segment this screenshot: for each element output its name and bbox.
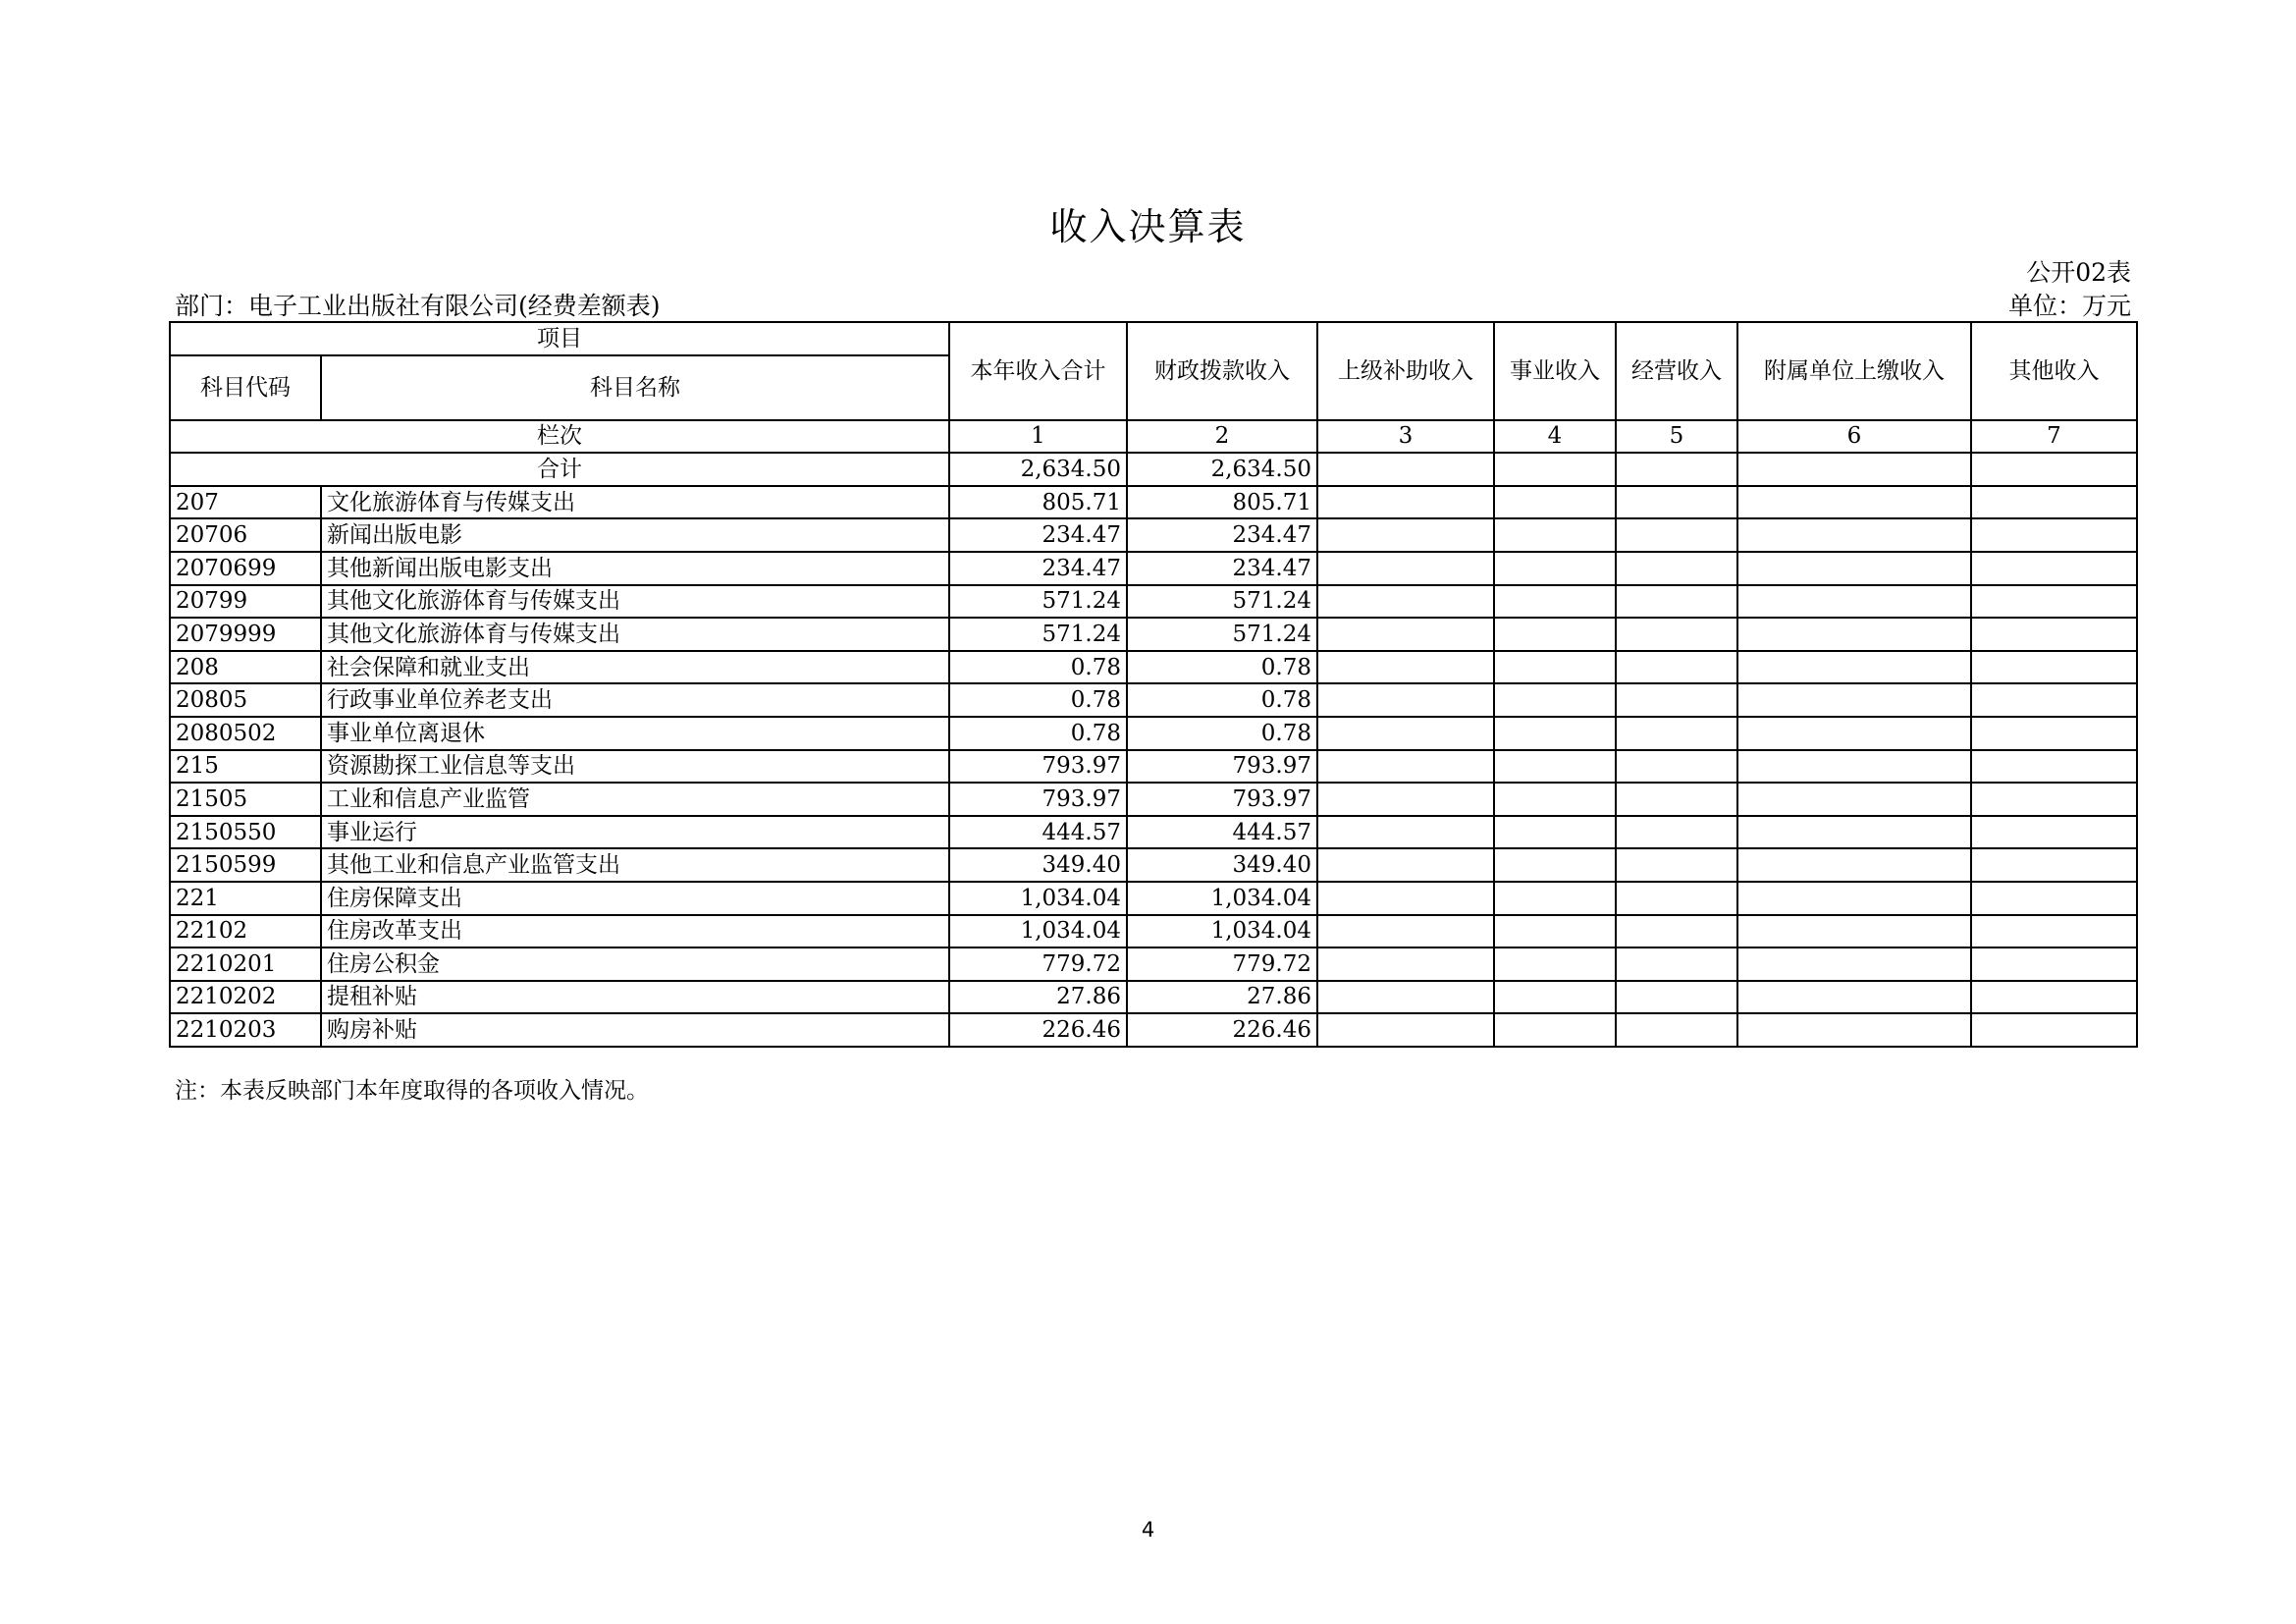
amount-cell: 0.78 <box>1127 683 1317 717</box>
total-label: 合计 <box>170 453 949 486</box>
amount-cell <box>1494 816 1616 849</box>
amount-cell <box>1317 816 1494 849</box>
amount-cell <box>1737 651 1971 684</box>
amount-cell: 0.78 <box>949 683 1127 717</box>
total-value <box>1971 453 2137 486</box>
amount-cell <box>1737 848 1971 882</box>
amount-cell <box>1737 816 1971 849</box>
amount-cell <box>1616 915 1737 948</box>
amount-cell: 234.47 <box>949 518 1127 552</box>
amount-cell <box>1971 618 2137 651</box>
amount-cell <box>1494 585 1616 619</box>
amount-cell <box>1737 552 1971 585</box>
amount-cell: 234.47 <box>1127 518 1317 552</box>
amount-cell <box>1317 518 1494 552</box>
table-row <box>170 915 2137 948</box>
amount-cell <box>1737 750 1971 784</box>
amount-cell <box>1971 486 2137 519</box>
amount-cell <box>1971 717 2137 750</box>
subject-name: 住房公积金 <box>321 947 949 981</box>
total-row <box>170 453 2137 486</box>
amount-cell: 571.24 <box>1127 618 1317 651</box>
table-row <box>170 585 2137 619</box>
amount-cell <box>1616 750 1737 784</box>
amount-cell <box>1494 981 1616 1014</box>
amount-cell <box>1616 783 1737 816</box>
amount-cell <box>1494 1013 1616 1047</box>
total-value: 2,634.50 <box>1127 453 1317 486</box>
subject-name: 提租补贴 <box>321 981 949 1014</box>
amount-cell <box>1971 848 2137 882</box>
amount-cell: 0.78 <box>949 651 1127 684</box>
amount-cell: 349.40 <box>1127 848 1317 882</box>
amount-cell <box>1317 486 1494 519</box>
amount-cell <box>1317 882 1494 915</box>
table-body <box>170 486 2137 1047</box>
amount-cell <box>1494 783 1616 816</box>
subject-name: 文化旅游体育与传媒支出 <box>321 486 949 519</box>
subject-name: 资源勘探工业信息等支出 <box>321 750 949 784</box>
amount-cell <box>1494 486 1616 519</box>
amount-cell <box>1616 848 1737 882</box>
subject-name: 行政事业单位养老支出 <box>321 683 949 717</box>
subject-code: 215 <box>170 750 321 784</box>
report-title: 收入决算表 <box>1049 205 1247 248</box>
header-item: 项目 <box>170 322 949 355</box>
amount-cell <box>1616 585 1737 619</box>
subject-code: 2210201 <box>170 947 321 981</box>
header-col-operating: 经营收入 <box>1616 322 1737 420</box>
amount-cell <box>1494 683 1616 717</box>
column-number-row <box>170 420 2137 454</box>
amount-cell <box>1971 783 2137 816</box>
amount-cell: 805.71 <box>949 486 1127 519</box>
total-value <box>1616 453 1737 486</box>
amount-cell: 349.40 <box>949 848 1127 882</box>
subject-code: 21505 <box>170 783 321 816</box>
col-number: 1 <box>949 420 1127 454</box>
amount-cell <box>1737 618 1971 651</box>
amount-cell: 27.86 <box>949 981 1127 1014</box>
amount-cell <box>1616 717 1737 750</box>
amount-cell: 1,034.04 <box>1127 915 1317 948</box>
amount-cell <box>1317 848 1494 882</box>
amount-cell: 234.47 <box>1127 552 1317 585</box>
amount-cell <box>1971 552 2137 585</box>
amount-cell <box>1616 486 1737 519</box>
amount-cell <box>1494 947 1616 981</box>
amount-cell <box>1317 651 1494 684</box>
unit-label: 单位：万元 <box>2007 292 2131 320</box>
table-row <box>170 486 2137 519</box>
amount-cell <box>1616 1013 1737 1047</box>
table-row <box>170 981 2137 1014</box>
amount-cell <box>1737 981 1971 1014</box>
amount-cell <box>1317 683 1494 717</box>
amount-cell <box>1737 882 1971 915</box>
header-col-superior: 上级补助收入 <box>1317 322 1494 420</box>
amount-cell <box>1971 651 2137 684</box>
table-row <box>170 618 2137 651</box>
amount-cell: 444.57 <box>949 816 1127 849</box>
amount-cell: 793.97 <box>949 750 1127 784</box>
header-col-total: 本年收入合计 <box>949 322 1127 420</box>
col-number: 4 <box>1494 420 1616 454</box>
subject-code: 20706 <box>170 518 321 552</box>
amount-cell <box>1971 518 2137 552</box>
subject-code: 2150599 <box>170 848 321 882</box>
amount-cell <box>1971 750 2137 784</box>
amount-cell: 793.97 <box>1127 783 1317 816</box>
amount-cell <box>1616 518 1737 552</box>
amount-cell <box>1317 750 1494 784</box>
amount-cell: 1,034.04 <box>949 915 1127 948</box>
header-name: 科目名称 <box>321 355 949 420</box>
table-row <box>170 518 2137 552</box>
col-number: 2 <box>1127 420 1317 454</box>
table-note: 注：本表反映部门本年度取得的各项收入情况。 <box>175 1078 649 1104</box>
amount-cell <box>1971 585 2137 619</box>
amount-cell: 234.47 <box>949 552 1127 585</box>
subject-name: 住房改革支出 <box>321 915 949 948</box>
subject-code: 2210202 <box>170 981 321 1014</box>
subject-code: 207 <box>170 486 321 519</box>
page-number: 4 <box>1141 1518 1155 1542</box>
total-value <box>1737 453 1971 486</box>
amount-cell <box>1317 1013 1494 1047</box>
subject-code: 22102 <box>170 915 321 948</box>
subject-name: 事业单位离退休 <box>321 717 949 750</box>
amount-cell <box>1317 783 1494 816</box>
header-col-affiliated: 附属单位上缴收入 <box>1737 322 1971 420</box>
subject-code: 208 <box>170 651 321 684</box>
subject-code: 2079999 <box>170 618 321 651</box>
subject-code: 20805 <box>170 683 321 717</box>
subject-name: 新闻出版电影 <box>321 518 949 552</box>
amount-cell <box>1737 486 1971 519</box>
amount-cell <box>1737 915 1971 948</box>
amount-cell: 779.72 <box>949 947 1127 981</box>
amount-cell <box>1737 783 1971 816</box>
subject-name: 其他文化旅游体育与传媒支出 <box>321 618 949 651</box>
subject-name: 事业运行 <box>321 816 949 849</box>
amount-cell: 226.46 <box>1127 1013 1317 1047</box>
table-row <box>170 683 2137 717</box>
amount-cell: 0.78 <box>1127 717 1317 750</box>
subject-name: 其他文化旅游体育与传媒支出 <box>321 585 949 619</box>
amount-cell: 793.97 <box>949 783 1127 816</box>
amount-cell <box>1616 882 1737 915</box>
subject-name: 其他工业和信息产业监管支出 <box>321 848 949 882</box>
amount-cell <box>1494 518 1616 552</box>
amount-cell: 0.78 <box>949 717 1127 750</box>
amount-cell: 1,034.04 <box>1127 882 1317 915</box>
amount-cell <box>1616 651 1737 684</box>
header-col-other: 其他收入 <box>1971 322 2137 420</box>
amount-cell <box>1737 585 1971 619</box>
amount-cell <box>1737 683 1971 717</box>
subject-name: 购房补贴 <box>321 1013 949 1047</box>
col-number: 5 <box>1616 420 1737 454</box>
amount-cell <box>1971 683 2137 717</box>
amount-cell <box>1494 750 1616 784</box>
amount-cell: 779.72 <box>1127 947 1317 981</box>
amount-cell: 444.57 <box>1127 816 1317 849</box>
amount-cell <box>1616 683 1737 717</box>
table-row <box>170 783 2137 816</box>
subject-name: 其他新闻出版电影支出 <box>321 552 949 585</box>
table-row <box>170 882 2137 915</box>
income-table <box>169 321 2138 1048</box>
header-row-item <box>170 322 2137 355</box>
amount-cell <box>1971 882 2137 915</box>
amount-cell <box>1616 981 1737 1014</box>
table-row <box>170 816 2137 849</box>
table-row <box>170 717 2137 750</box>
row-label: 栏次 <box>170 420 949 454</box>
amount-cell: 27.86 <box>1127 981 1317 1014</box>
amount-cell <box>1616 618 1737 651</box>
header-col-fiscal: 财政拨款收入 <box>1127 322 1317 420</box>
table-row <box>170 848 2137 882</box>
amount-cell <box>1494 848 1616 882</box>
amount-cell <box>1317 915 1494 948</box>
amount-cell: 226.46 <box>949 1013 1127 1047</box>
amount-cell <box>1737 717 1971 750</box>
col-number: 6 <box>1737 420 1971 454</box>
subject-code: 2080502 <box>170 717 321 750</box>
amount-cell <box>1616 947 1737 981</box>
amount-cell <box>1737 1013 1971 1047</box>
amount-cell <box>1317 981 1494 1014</box>
amount-cell: 0.78 <box>1127 651 1317 684</box>
amount-cell <box>1971 981 2137 1014</box>
amount-cell <box>1616 552 1737 585</box>
table-row <box>170 750 2137 784</box>
subject-code: 2070699 <box>170 552 321 585</box>
amount-cell <box>1494 717 1616 750</box>
amount-cell <box>1494 552 1616 585</box>
table-row <box>170 552 2137 585</box>
amount-cell <box>1494 915 1616 948</box>
amount-cell <box>1317 947 1494 981</box>
col-number: 3 <box>1317 420 1494 454</box>
amount-cell: 571.24 <box>1127 585 1317 619</box>
table-row <box>170 1013 2137 1047</box>
total-value <box>1317 453 1494 486</box>
amount-cell: 571.24 <box>949 585 1127 619</box>
amount-cell: 571.24 <box>949 618 1127 651</box>
table-row <box>170 947 2137 981</box>
subject-code: 2210203 <box>170 1013 321 1047</box>
department-label: 部门：电子工业出版社有限公司(经费差额表) <box>175 292 661 320</box>
amount-cell <box>1494 651 1616 684</box>
amount-cell: 1,034.04 <box>949 882 1127 915</box>
amount-cell <box>1317 717 1494 750</box>
amount-cell: 805.71 <box>1127 486 1317 519</box>
amount-cell <box>1971 915 2137 948</box>
subject-name: 工业和信息产业监管 <box>321 783 949 816</box>
amount-cell <box>1971 816 2137 849</box>
col-number: 7 <box>1971 420 2137 454</box>
amount-cell <box>1616 816 1737 849</box>
amount-cell <box>1737 947 1971 981</box>
total-value: 2,634.50 <box>949 453 1127 486</box>
header-code: 科目代码 <box>170 355 321 420</box>
amount-cell <box>1317 585 1494 619</box>
amount-cell <box>1494 618 1616 651</box>
amount-cell <box>1971 947 2137 981</box>
subject-code: 2150550 <box>170 816 321 849</box>
amount-cell: 793.97 <box>1127 750 1317 784</box>
amount-cell <box>1317 618 1494 651</box>
total-value <box>1494 453 1616 486</box>
subject-code: 20799 <box>170 585 321 619</box>
form-number: 公开02表 <box>2026 258 2131 287</box>
subject-name: 住房保障支出 <box>321 882 949 915</box>
amount-cell <box>1737 518 1971 552</box>
header-col-business: 事业收入 <box>1494 322 1616 420</box>
amount-cell <box>1317 552 1494 585</box>
table-row <box>170 651 2137 684</box>
amount-cell <box>1971 1013 2137 1047</box>
subject-code: 221 <box>170 882 321 915</box>
amount-cell <box>1494 882 1616 915</box>
subject-name: 社会保障和就业支出 <box>321 651 949 684</box>
